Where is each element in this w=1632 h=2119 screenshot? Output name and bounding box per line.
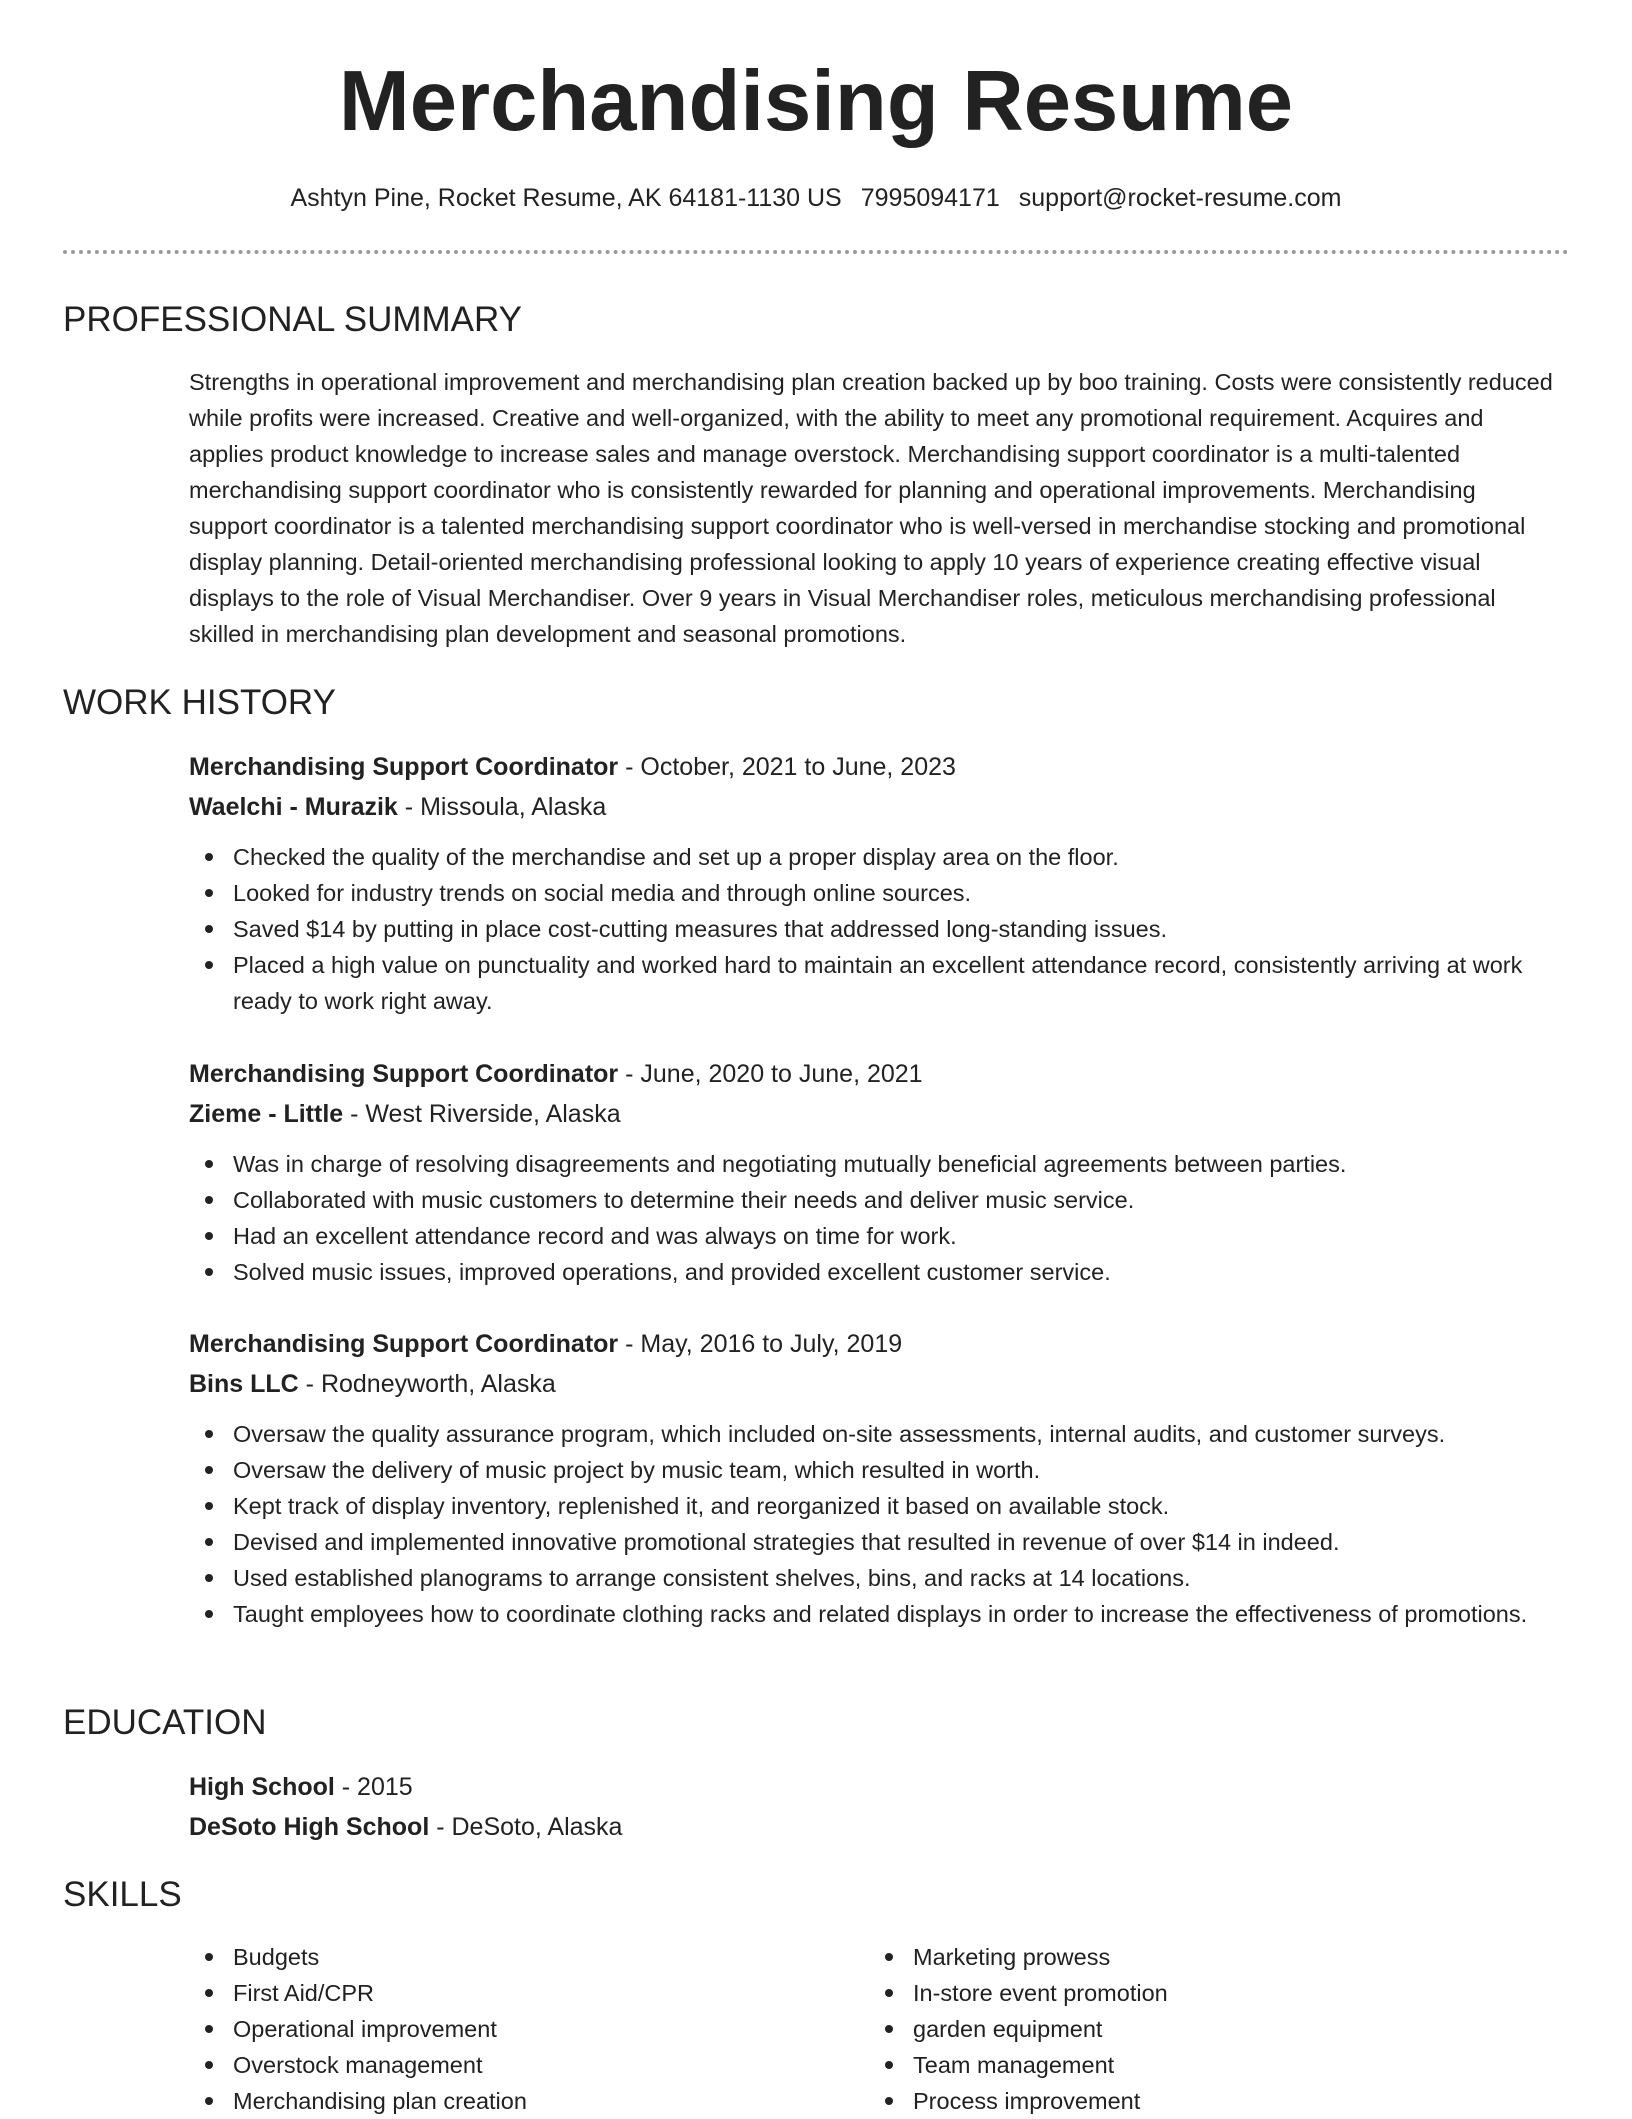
bullet-text: Saved $14 by putting in place cost-cutting measures that addressed long-standing issues. bbox=[233, 916, 1168, 942]
education-location: - DeSoto, Alaska bbox=[436, 1813, 623, 1841]
contact-phone: 7995094171 bbox=[860, 184, 1000, 212]
job-bullets bbox=[189, 1416, 1559, 1632]
education-degree-line bbox=[189, 1767, 1559, 1807]
education-degree: High School bbox=[189, 1773, 335, 1801]
skills-list-right bbox=[869, 1939, 1549, 2119]
bullet-text: Was in charge of resolving disagreements and negotiating mutually beneficial agreements between parties. bbox=[233, 1151, 1347, 1177]
bullet-dot bbox=[205, 2025, 213, 2033]
summary-section bbox=[189, 364, 1559, 652]
bullet-dot bbox=[205, 1502, 213, 1510]
bullet-dot bbox=[205, 1989, 213, 1997]
bullet-text: Kept track of display inventory, replenished it, and reorganized it based on available stock. bbox=[233, 1493, 1170, 1519]
bullet-dot bbox=[885, 2025, 893, 2033]
job-location: - Missoula, Alaska bbox=[404, 793, 607, 821]
bullet-dot bbox=[205, 1430, 213, 1438]
job-entry bbox=[189, 747, 1559, 1019]
job-location: - West Riverside, Alaska bbox=[350, 1100, 621, 1128]
bullet-text: Solved music issues, improved operations, and provided excellent customer service. bbox=[233, 1259, 1111, 1285]
skill-text: garden equipment bbox=[913, 2016, 1103, 2042]
bullet-dot bbox=[205, 889, 213, 897]
skill-item bbox=[869, 2083, 1549, 2119]
education-heading: EDUCATION bbox=[63, 1703, 267, 1742]
job-title-line bbox=[189, 1054, 1559, 1094]
bullet-dot bbox=[205, 2097, 213, 2105]
bullet-text: Taught employees how to coordinate clothing racks and related displays in order to increase the effectiveness of promotions. bbox=[233, 1601, 1528, 1627]
skills-heading: SKILLS bbox=[63, 1875, 182, 1914]
job-company-line bbox=[189, 1094, 1559, 1134]
job-title: Merchandising Support Coordinator bbox=[189, 1330, 619, 1358]
job-bullets bbox=[189, 1146, 1559, 1290]
job-bullet bbox=[189, 1452, 1559, 1488]
skill-item bbox=[869, 2047, 1549, 2083]
job-bullets bbox=[189, 839, 1559, 1019]
education-year: - 2015 bbox=[341, 1773, 413, 1801]
skill-text: Team management bbox=[913, 2052, 1115, 2078]
skills-grid bbox=[189, 1939, 1559, 2119]
bullet-dot bbox=[205, 1160, 213, 1168]
job-entry bbox=[189, 1054, 1559, 1290]
skill-item bbox=[189, 2083, 869, 2119]
job-title: Merchandising Support Coordinator bbox=[189, 1060, 619, 1088]
skill-text: Process improvement bbox=[913, 2088, 1141, 2114]
skill-text: Overstock management bbox=[233, 2052, 483, 2078]
job-dates: - June, 2020 to June, 2021 bbox=[625, 1060, 923, 1088]
resume-title: Merchandising Resume bbox=[338, 54, 1294, 149]
contact-email: support@rocket-resume.com bbox=[1018, 184, 1342, 212]
job-company: Bins LLC bbox=[189, 1370, 299, 1398]
skills-list-left bbox=[189, 1939, 869, 2119]
job-company: Zieme - Little bbox=[189, 1100, 344, 1128]
job-title-line bbox=[189, 1324, 1559, 1364]
skill-text: Budgets bbox=[233, 1944, 320, 1970]
contact-address: Ashtyn Pine, Rocket Resume, AK 64181-1130 US bbox=[290, 184, 842, 212]
bullet-dot bbox=[205, 1574, 213, 1582]
bullet-dot bbox=[885, 1953, 893, 1961]
job-bullet bbox=[189, 1416, 1559, 1452]
job-bullet bbox=[189, 1146, 1559, 1182]
bullet-dot bbox=[205, 1268, 213, 1276]
job-bullet bbox=[189, 1254, 1559, 1290]
skill-item bbox=[189, 2011, 869, 2047]
skill-item bbox=[869, 2011, 1549, 2047]
job-title-line bbox=[189, 747, 1559, 787]
bullet-dot bbox=[205, 1538, 213, 1546]
job-entry bbox=[189, 1324, 1559, 1632]
job-bullet bbox=[189, 1218, 1559, 1254]
contact-line bbox=[0, 180, 1632, 216]
bullet-dot bbox=[205, 2061, 213, 2069]
skill-text: Merchandising plan creation bbox=[233, 2088, 527, 2114]
job-company-line bbox=[189, 787, 1559, 827]
bullet-dot bbox=[205, 925, 213, 933]
skill-item bbox=[869, 1975, 1549, 2011]
bullet-text: Devised and implemented innovative promotional strategies that resulted in revenue of over $14 in indeed. bbox=[233, 1529, 1340, 1555]
education-school: DeSoto High School bbox=[189, 1813, 430, 1841]
education-school-line bbox=[189, 1807, 1559, 1847]
job-bullet bbox=[189, 947, 1559, 1019]
skill-item bbox=[189, 1975, 869, 2011]
skill-text: First Aid/CPR bbox=[233, 1980, 375, 2006]
bullet-text: Oversaw the delivery of music project by music team, which resulted in worth. bbox=[233, 1457, 1041, 1483]
bullet-text: Oversaw the quality assurance program, which included on-site assessments, internal audits, and customer surveys. bbox=[233, 1421, 1446, 1447]
job-dates: - October, 2021 to June, 2023 bbox=[625, 753, 956, 781]
bullet-dot bbox=[205, 1196, 213, 1204]
education-section bbox=[189, 1767, 1559, 1847]
bullet-dot bbox=[205, 1466, 213, 1474]
bullet-dot bbox=[205, 853, 213, 861]
job-title: Merchandising Support Coordinator bbox=[189, 753, 619, 781]
bullet-dot bbox=[205, 1953, 213, 1961]
job-bullet bbox=[189, 1488, 1559, 1524]
bullet-dot bbox=[885, 1989, 893, 1997]
bullet-dot bbox=[885, 2097, 893, 2105]
job-bullet bbox=[189, 839, 1559, 875]
skill-item bbox=[189, 1939, 869, 1975]
summary-heading: PROFESSIONAL SUMMARY bbox=[63, 300, 522, 339]
job-bullet bbox=[189, 1524, 1559, 1560]
job-company: Waelchi - Murazik bbox=[189, 793, 398, 821]
job-bullet bbox=[189, 911, 1559, 947]
summary-text: Strengths in operational improvement and merchandising plan creation backed up by boo training. Costs were consistently reduced while profits were increased. Creative and well-organized, with the ability to meet any promotional requirement. Acquires and applies product knowledge to increase sales and manage overstock. Merchandising support coordinator is a multi-talented merchandising support coordinator who is consistently rewarded for planning and operational improvements. Merchandising support coordinator is a talented merchandising support coordinator who is well-versed in merchandise stocking and promotional display planning. Detail-oriented merchandising professional looking to apply 10 years of experience creating effective visual displays to the role of Visual Merchandiser. Over 9 years in Visual Merchandiser roles, meticulous merchandising professional skilled in merchandising plan development and seasonal promotions. bbox=[189, 369, 1553, 647]
bullet-text: Collaborated with music customers to determine their needs and deliver music service. bbox=[233, 1187, 1135, 1213]
bullet-dot bbox=[205, 1610, 213, 1618]
skill-text: In-store event promotion bbox=[913, 1980, 1168, 2006]
bullet-dot bbox=[205, 1232, 213, 1240]
job-company-line bbox=[189, 1364, 1559, 1404]
bullet-text: Looked for industry trends on social media and through online sources. bbox=[233, 880, 972, 906]
skill-item bbox=[189, 2047, 869, 2083]
skill-item bbox=[869, 1939, 1549, 1975]
job-location: - Rodneyworth, Alaska bbox=[305, 1370, 556, 1398]
bullet-text: Used established planograms to arrange consistent shelves, bins, and racks at 14 locations. bbox=[233, 1565, 1191, 1591]
bullet-dot bbox=[205, 961, 213, 969]
job-bullet bbox=[189, 1182, 1559, 1218]
job-bullet bbox=[189, 1596, 1559, 1632]
job-dates: - May, 2016 to July, 2019 bbox=[625, 1330, 903, 1358]
skill-text: Operational improvement bbox=[233, 2016, 497, 2042]
bullet-text: Placed a high value on punctuality and worked hard to maintain an excellent attendance record, consistently arriving at work ready to work right away. bbox=[233, 952, 1523, 1014]
job-bullet bbox=[189, 875, 1559, 911]
header-divider bbox=[63, 250, 1569, 254]
job-bullet bbox=[189, 1560, 1559, 1596]
work-history-heading: WORK HISTORY bbox=[63, 683, 336, 722]
bullet-dot bbox=[885, 2061, 893, 2069]
skill-text: Marketing prowess bbox=[913, 1944, 1111, 1970]
bullet-text: Checked the quality of the merchandise and set up a proper display area on the floor. bbox=[233, 844, 1119, 870]
bullet-text: Had an excellent attendance record and was always on time for work. bbox=[233, 1223, 957, 1249]
